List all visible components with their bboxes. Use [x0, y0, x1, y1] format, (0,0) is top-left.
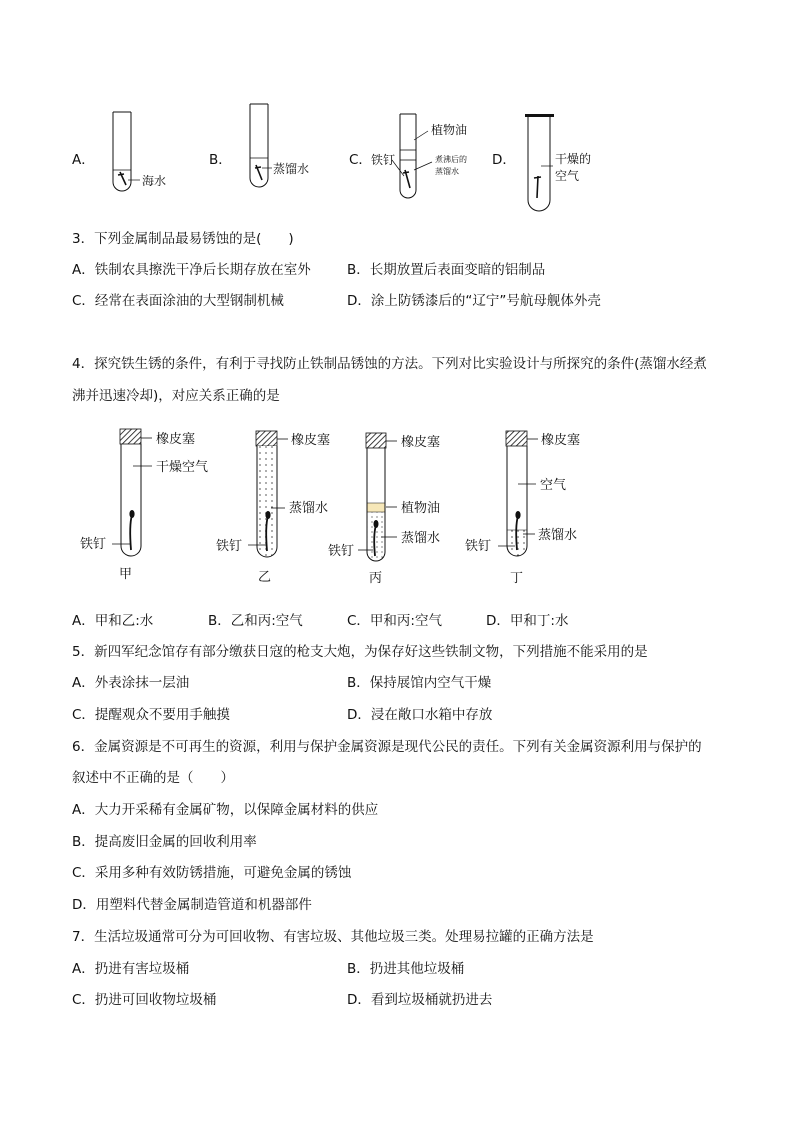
q4-option-c[interactable]: C．甲和丙:空气: [347, 613, 442, 629]
q7-stem: 7．生活垃圾通常可分为可回收物、有害垃圾、其他垃圾三类。处理易拉罐的正确方法是: [72, 929, 594, 945]
bing-nail-label: 铁钉: [328, 544, 355, 559]
q5-option-d[interactable]: D．浸在敞口水箱中存放: [347, 707, 493, 723]
ding-caption: 丁: [510, 571, 524, 586]
q4-option-d[interactable]: D．甲和丁:水: [486, 613, 569, 629]
q6-stem-line-1: 6．金属资源是不可再生的资源，利用与保护金属资源是现代公民的责任。下列有关金属资源利用与保护的: [72, 739, 702, 755]
q3-option-a[interactable]: A．铁制农具擦洗干净后长期存放在室外: [72, 262, 311, 278]
tube-ding: [465, 431, 580, 586]
q2-c-top-label: 植物油: [431, 123, 468, 137]
q3-option-c[interactable]: C．经常在表面涂油的大型钢制机械: [72, 293, 284, 309]
ding-air-label: 空气: [540, 478, 567, 493]
bing-oil-label: 植物油: [401, 501, 441, 516]
ding-nail-label: 铁钉: [465, 539, 492, 554]
q6-option-b[interactable]: B．提高废旧金属的回收利用率: [72, 834, 257, 850]
q2-c-left-label: 铁钉: [371, 153, 396, 167]
jia-stopper-label: 橡皮塞: [156, 432, 196, 447]
q4-stem-line-1: 4．探究铁生锈的条件，有利于寻找防止铁制品锈蚀的方法。下列对比实验设计与所探究的条件(蒸馏水经煮: [72, 356, 707, 372]
bing-stopper-label: 橡皮塞: [401, 435, 441, 450]
q4-option-a[interactable]: A．甲和乙:水: [72, 613, 154, 629]
ding-water-label: 蒸馏水: [538, 528, 578, 543]
bing-water-label: 蒸馏水: [401, 531, 441, 546]
tube-jia: [80, 429, 208, 582]
yi-caption: 乙: [258, 570, 272, 585]
ding-stopper-label: 橡皮塞: [541, 433, 581, 448]
yi-nail-label: 铁钉: [216, 539, 243, 554]
tube-bing: [328, 433, 440, 586]
q2-c-mid-label-2: 蒸馏水: [435, 167, 459, 176]
tube-yi: [216, 431, 330, 585]
q5-option-c[interactable]: C．提醒观众不要用手触摸: [72, 707, 230, 723]
q2-option-c-letter[interactable]: C．: [349, 152, 372, 168]
yi-water-label: 蒸馏水: [289, 501, 329, 516]
q2-a-label: 海水: [142, 174, 167, 188]
q7-option-c[interactable]: C．扔进可回收物垃圾桶: [72, 992, 217, 1008]
jia-caption: 甲: [119, 567, 133, 582]
q2-b-label: 蒸馏水: [273, 162, 310, 176]
q2-option-a-letter[interactable]: A．: [72, 152, 95, 168]
q3-option-d[interactable]: D．涂上防锈漆后的“辽宁”号航母舰体外壳: [347, 293, 601, 309]
q2-option-b-letter[interactable]: B．: [209, 152, 232, 168]
q7-option-a[interactable]: A．扔进有害垃圾桶: [72, 961, 190, 977]
q6-option-d[interactable]: D．用塑料代替金属制造管道和机器部件: [72, 897, 312, 913]
q5-stem: 5．新四军纪念馆存有部分缴获日寇的枪支大炮，为保存好这些铁制文物，下列措施不能采用的是: [72, 644, 648, 660]
q2-option-d-letter[interactable]: D．: [492, 152, 516, 168]
q2-d-label-2: 空气: [555, 169, 580, 183]
yi-stopper-label: 橡皮塞: [291, 433, 331, 448]
q7-option-d[interactable]: D．看到垃圾桶就扔进去: [347, 992, 493, 1008]
q7-option-b[interactable]: B．扔进其他垃圾桶: [347, 961, 465, 977]
q6-stem-line-2: 叙述中不正确的是（ ）: [72, 770, 234, 786]
q2-d-label-1: 干燥的: [555, 152, 592, 166]
q4-stem-line-2: 沸并迅速冷却)，对应关系正确的是: [72, 388, 280, 404]
q2-c-mid-label-1: 煮沸后的: [435, 155, 467, 164]
jia-nail-label: 铁钉: [80, 537, 107, 552]
jia-dry-air-label: 干燥空气: [156, 460, 209, 475]
q3-stem: 3．下列金属制品最易锈蚀的是( ): [72, 231, 294, 247]
q6-option-c[interactable]: C．采用多种有效防锈措施，可避免金属的锈蚀: [72, 865, 352, 881]
q5-option-a[interactable]: A．外表涂抹一层油: [72, 675, 190, 691]
q4-option-b[interactable]: B．乙和丙:空气: [208, 613, 303, 629]
bing-caption: 丙: [369, 571, 383, 586]
q5-option-b[interactable]: B．保持展馆内空气干燥: [347, 675, 492, 691]
q3-option-b[interactable]: B．长期放置后表面变暗的铝制品: [347, 262, 546, 278]
q6-option-a[interactable]: A．大力开采稀有金属矿物，以保障金属材料的供应: [72, 802, 379, 818]
